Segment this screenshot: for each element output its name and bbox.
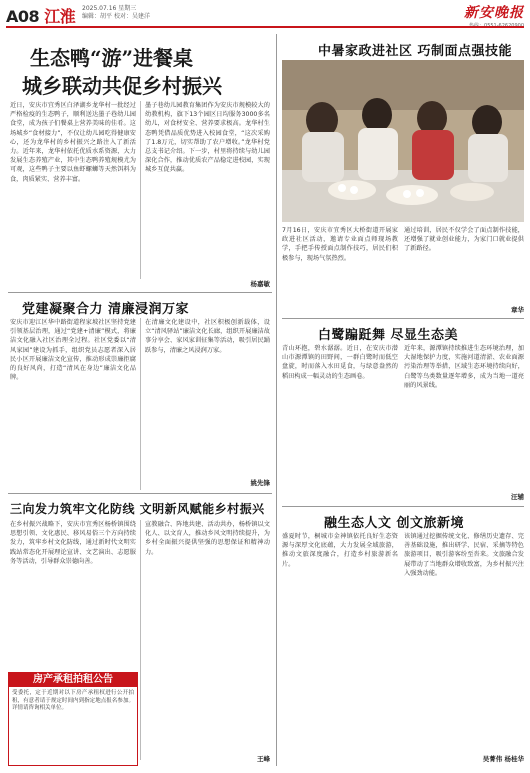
logo-text: 新安晚报 xyxy=(464,5,524,21)
issue-meta xyxy=(82,5,150,21)
section-divider xyxy=(8,292,272,293)
story2-author: 姚先锋 xyxy=(250,479,270,487)
main-story-col2: 墨子巷幼儿园教育集团作为安庆市规模较大的幼教机构，旗下13个园区日均服务3000多名幼儿，对食材安全、营养要求极高。龙华村生态鸭凭借品质优势进入校园食堂，“这次采购了1.8万元，切实帮助了农户增收。”龙华村党总支书记介绍。下一步，村里将持续与幼儿园深化合作，推动优质农产品稳定进校园，实现城乡互促共赢。 xyxy=(145,102,270,174)
main-story-author: 杨嘉敏 xyxy=(250,280,270,288)
column-divider xyxy=(140,318,141,490)
editor-credit: 编辑：胡平 xyxy=(82,13,113,20)
cooking-class-photo xyxy=(282,60,524,222)
section-divider xyxy=(8,493,272,494)
main-headline-1: 生态鸭“游”进餐桌 xyxy=(30,46,194,70)
right-mid-author: 汪辅 xyxy=(511,493,524,501)
section-name: 江淮 xyxy=(44,7,76,26)
right-bottom-col2: 该镇通过挖掘传统文化、修缮历史遗存、完善基础设施，推出研学、民宿、采摘等特色旅游项目，吸引游客纷至沓来。文旅融合发展带动了当地群众增收致富，为乡村振兴注入强劲动能。 xyxy=(404,533,524,577)
right-bottom-headline: 融生态人文 创文旅新境 xyxy=(324,516,465,531)
newspaper-logo xyxy=(464,2,524,29)
story2-col1: 安庆市迎江区华中路街道程家坡社区坚持党建引领基层治理，通过“党建+清廉”模式，将廉洁文化融入社区治理全过程。社区党委以“清风家园”建设为抓手，组织党员志愿者深入居民小区开展廉洁文化宣传，推动形成崇廉拒腐的良好风尚，打造“清风在身边”廉洁文化品牌。 xyxy=(10,319,136,382)
page-gutter xyxy=(276,34,277,766)
right-top-author: 章华 xyxy=(511,306,524,314)
ad-box xyxy=(8,672,138,766)
right-mid-col1: 青山环抱，碧水潺潺。近日，在安庆市潜山市源潭镇的田野间，一群白鹭时而低空盘旋，时而落入水田觅食，与绿意盎然的稻田构成一幅灵动的生态画卷。 xyxy=(282,345,398,380)
main-story-col1: 近日，安庆市宜秀区白泽湖乡龙华村一批经过严格检疫的生态鸭子，顺利送达墨子巷幼儿园食堂，成为孩子们餐桌上营养美味的佳肴。这场城乡“食材接力”，不仅让幼儿园吃得健康安心，还为龙华村的乡村振兴之路注入了新活力。近年来，龙华村依托优质水系资源，大力发展生态养殖产业，其中生态鸭养殖规模尤为可观，这些鸭子主要以鱼虾螺蛳等天然饵料为食，肉质紧实、营养丰富。 xyxy=(10,102,136,183)
right-mid-headline: 白鹭蹁跹舞 尽显生态美 xyxy=(318,328,459,343)
ad-title: 房产承租拍租公告 xyxy=(9,673,137,687)
story3-headline: 三向发力筑牢文化防线 文明新风赋能乡村振兴 xyxy=(10,502,265,516)
story3-author: 王峰 xyxy=(257,755,270,763)
story2-headline: 党建凝聚合力 清廉浸润万家 xyxy=(22,302,190,317)
right-bottom-author: 吴菁伟 杨桂华 xyxy=(482,755,524,763)
right-top-headline: 中暑家政进社区 巧制面点强技能 xyxy=(318,44,513,59)
issue-date: 2025.07.16 xyxy=(82,5,117,12)
main-headline-2: 城乡联动共促乡村振兴 xyxy=(22,74,222,98)
issue-weekday: 星期三 xyxy=(118,5,137,12)
story2-col2: 在清廉文化建设中，社区积极创新载体，设立“清风驿站”廉洁文化长廊，组织开展廉洁故事分享会、家风家训征集等活动，吸引居民踊跃参与，清廉之风浸润万家。 xyxy=(145,319,270,354)
section-divider xyxy=(282,318,524,319)
column-divider xyxy=(140,520,141,760)
page-number: A08 江淮 xyxy=(6,7,76,26)
header-rule xyxy=(6,26,524,28)
section-divider xyxy=(282,506,524,507)
story3-col2: 宣教融合、阵地共建、活动共办，杨桥镇以文化人、以文育人，推动乡风文明持续提升，为乡村全面振兴提供坚强的思想保证和精神动力。 xyxy=(145,521,270,556)
column-divider xyxy=(140,101,141,279)
story3-col1: 在乡村振兴战略下，安庆市宜秀区杨桥镇围绕思想引领、文化惠民、移风易俗三个方向持续发力，筑牢乡村文化防线，通过新时代文明实践站常态化开展理论宣讲、文艺演出、志愿服务等活动，引导群众崇德向善。 xyxy=(10,521,136,565)
right-top-col1: 7月16日，安庆市宜秀区大桥街道开展家政进社区活动，邀请专业面点师现场教学，手把手传授面点制作技巧，居民们积极参与，现场气氛热烈。 xyxy=(282,227,398,262)
right-top-col2: 通过培训，居民不仅学会了面点制作技能，还增强了就业创业能力，为家门口就业提供了新路径。 xyxy=(404,227,524,253)
proof-credit: 校对：吴建洋 xyxy=(113,13,150,20)
right-mid-col2: 近年来，源潭镇持续推进生态环境治理，加大湿地保护力度，实施河道清淤、农业面源污染治理等举措，区域生态环境持续向好，白鹭等鸟类数量逐年增多，成为当地一道亮丽的风景线。 xyxy=(404,345,524,389)
ad-body: 受委托，定于近期对以下房产承租权进行公开拍租，有意者请于规定时间内到指定地点报名参加。详情请咨询相关单位。 xyxy=(12,690,134,711)
right-bottom-col1: 盛夏时节，桐城市金神镇依托良好生态资源与深厚文化底蕴，大力发展全域旅游，推动文旅深度融合，打造乡村旅游新名片。 xyxy=(282,533,398,568)
